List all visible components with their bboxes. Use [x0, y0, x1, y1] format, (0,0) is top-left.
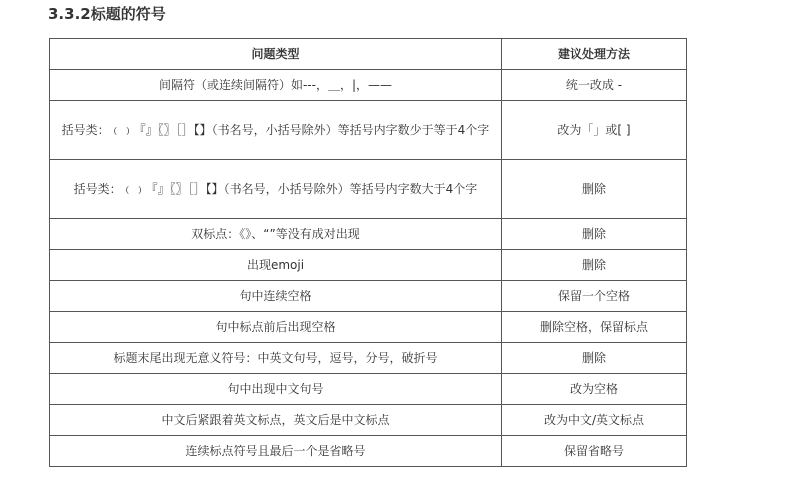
table-row: [50, 160, 687, 219]
method-cell: 保留省略号: [502, 436, 687, 467]
header-suggested-method: 建议处理方法: [502, 39, 687, 70]
table-row: [50, 70, 687, 101]
method-cell: 改为「」或[ ]: [502, 101, 687, 160]
section-title: 3.3.2标题的符号: [48, 5, 166, 23]
problem-type-cell: 中文后紧跟着英文标点，英文后是中文标点: [50, 405, 502, 436]
table-row: [50, 101, 687, 160]
method-cell: 改为空格: [502, 374, 687, 405]
table-row: [50, 405, 687, 436]
problem-type-cell: 句中出现中文句号: [50, 374, 502, 405]
method-cell: 保留一个空格: [502, 281, 687, 312]
method-cell: 统一改成 -: [502, 70, 687, 101]
table-row: [50, 374, 687, 405]
table-row: [50, 312, 687, 343]
method-cell: 改为中文/英文标点: [502, 405, 687, 436]
problem-type-cell: 括号类：﹙﹚『』〖〗［］【】（书名号，小括号除外）等括号内字数少于等于4个字: [50, 101, 502, 160]
problem-type-cell: 出现emoji: [50, 250, 502, 281]
method-cell: 删除: [502, 219, 687, 250]
table-row: [50, 219, 687, 250]
problem-type-cell: 双标点：《》、“”等没有成对出现: [50, 219, 502, 250]
problem-type-cell: 标题末尾出现无意义符号：中英文句号，逗号，分号，破折号: [50, 343, 502, 374]
header-problem-type: 问题类型: [50, 39, 502, 70]
table-row: [50, 250, 687, 281]
method-cell: 删除: [502, 160, 687, 219]
problem-type-cell: 句中连续空格: [50, 281, 502, 312]
method-cell: 删除: [502, 343, 687, 374]
table-row: [50, 436, 687, 467]
table-row: [50, 343, 687, 374]
method-cell: 删除: [502, 250, 687, 281]
symbol-rules-table: [49, 38, 687, 467]
table-row: [50, 281, 687, 312]
problem-type-cell: 连续标点符号且最后一个是省略号: [50, 436, 502, 467]
method-cell: 删除空格，保留标点: [502, 312, 687, 343]
problem-type-cell: 括号类：﹙﹚『』〖〗［］【】（书名号，小括号除外）等括号内字数大于4个字: [50, 160, 502, 219]
table-header-row: [50, 39, 687, 70]
problem-type-cell: 间隔符（或连续间隔符）如---，＿，|，——: [50, 70, 502, 101]
problem-type-cell: 句中标点前后出现空格: [50, 312, 502, 343]
